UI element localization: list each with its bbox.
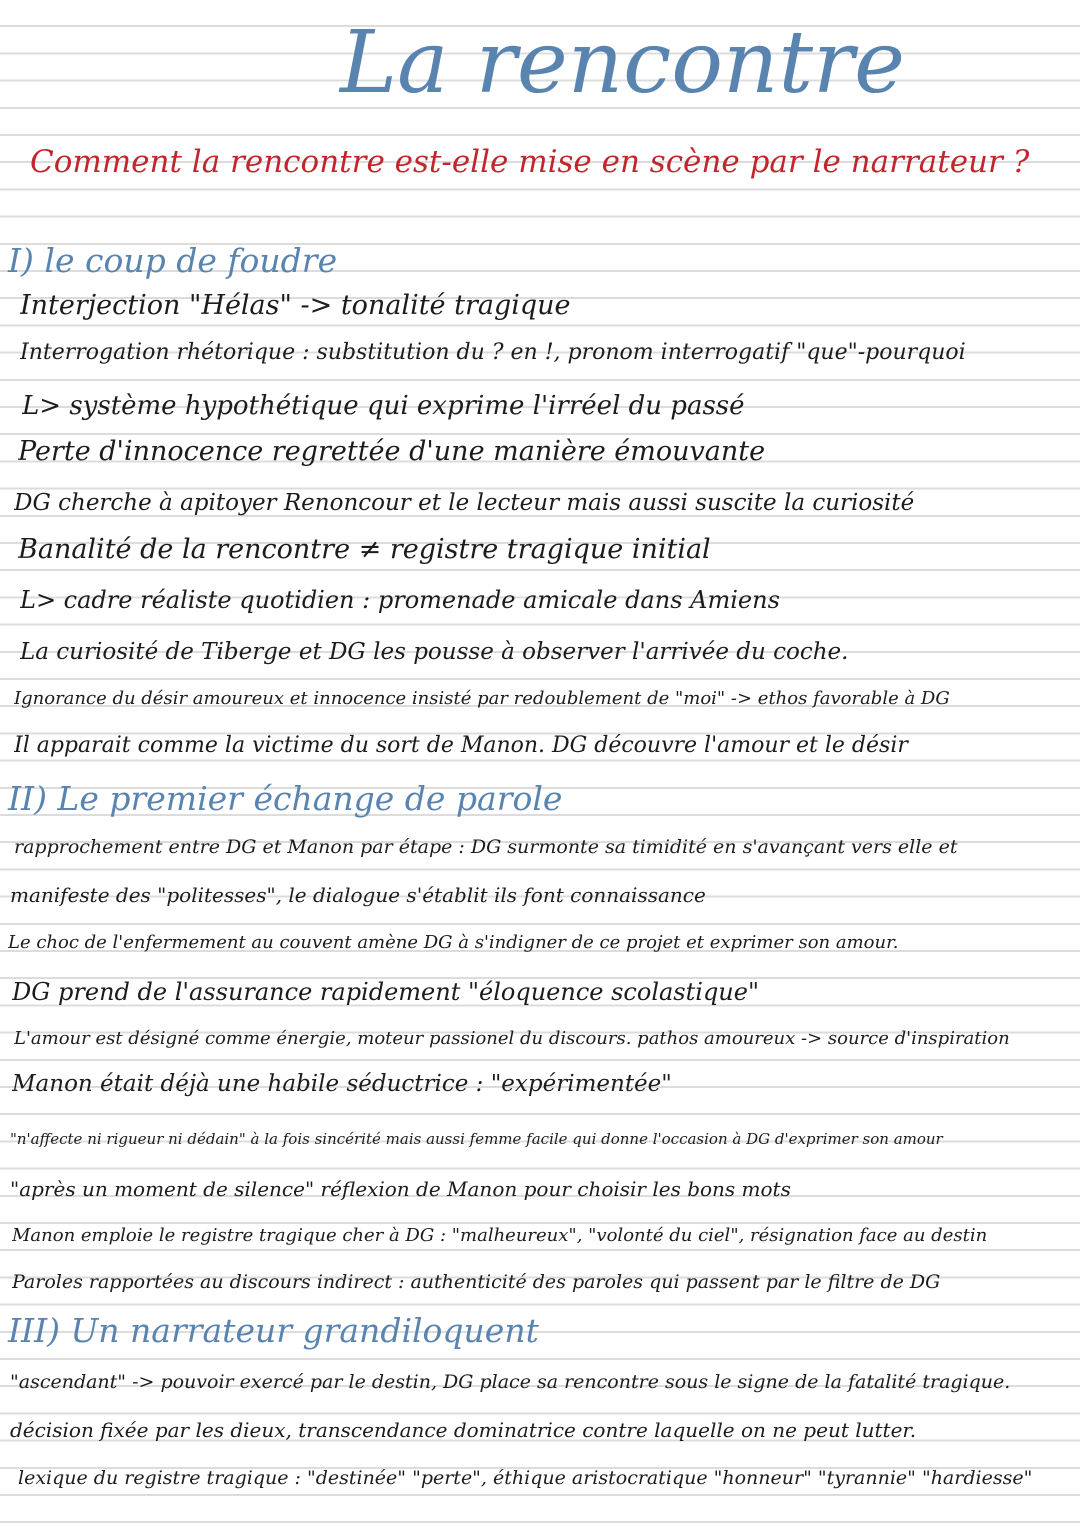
section-1-heading: I) le coup de foudre (8, 241, 338, 280)
section-3-line-1: "ascendant" -> pouvoir exercé par le destin, DG place sa rencontre sous le signe de la fatalité tragique. (10, 1371, 1011, 1393)
section-1-line-10: Il apparait comme la victime du sort de Manon. DG découvre l'amour et le désir (14, 733, 908, 758)
section-1-line-5: DG cherche à apitoyer Renoncour et le lecteur mais aussi suscite la curiosité (14, 490, 915, 516)
section-2-line-1: rapprochement entre DG et Manon par étape : DG surmonte sa timidité en s'avançant vers elle et (14, 836, 958, 858)
section-1-line-2: Interrogation rhétorique : substitution du ? en !, pronom interrogatif "que"-pourquoi (20, 340, 966, 365)
section-1-line-3: L> système hypothétique qui exprime l'irréel du passé (22, 391, 745, 421)
section-3-line-3: lexique du registre tragique : "destinée" "perte", éthique aristocratique "honneur" "tyrannie" "hardiesse" (18, 1467, 1033, 1489)
section-1-line-7: L> cadre réaliste quotidien : promenade amicale dans Amiens (20, 586, 780, 614)
section-1-line-1: Interjection "Hélas" -> tonalité tragique (20, 290, 571, 321)
section-2-heading: II) Le premier échange de parole (8, 779, 563, 818)
section-1-line-4: Perte d'innocence regrettée d'une manière émouvante (18, 436, 766, 467)
section-1-line-9: Ignorance du désir amoureux et innocence insisté par redoublement de "moi" -> ethos favorable à DG (14, 688, 950, 709)
section-3-heading: III) Un narrateur grandiloquent (8, 1311, 539, 1350)
section-1-line-6: Banalité de la rencontre ≠ registre tragique initial (18, 534, 711, 565)
section-2-line-2: manifeste des "politesses", le dialogue s'établit ils font connaissance (10, 883, 706, 907)
section-2-line-9: Manon emploie le registre tragique cher à DG : "malheureux", "volonté du ciel", résignation face au destin (12, 1225, 988, 1246)
section-2-line-5: L'amour est désigné comme énergie, moteur passionel du discours. pathos amoureux -> source d'inspiration (14, 1028, 1010, 1049)
page-title: La rencontre (340, 13, 906, 113)
section-1-line-8: La curiosité de Tiberge et DG les pousse à observer l'arrivée du coche. (20, 639, 849, 665)
problematique-question: Comment la rencontre est-elle mise en scène par le narrateur ? (30, 144, 1030, 180)
section-2-line-8: "après un moment de silence" réflexion de Manon pour choisir les bons mots (10, 1177, 791, 1201)
section-3-line-2: décision fixée par les dieux, transcendance dominatrice contre laquelle on ne peut lutter. (10, 1418, 917, 1442)
section-2-line-7: "n'affecte ni rigueur ni dédain" à la fois sincérité mais aussi femme facile qui donne l'occasion à DG d'exprimer son amour (10, 1130, 943, 1148)
section-2-line-4: DG prend de l'assurance rapidement "éloquence scolastique" (12, 978, 759, 1006)
section-2-line-3: Le choc de l'enfermement au couvent amène DG à s'indigner de ce projet et exprimer son amour. (8, 932, 899, 953)
section-2-line-6: Manon était déjà une habile séductrice : "expérimentée" (12, 1071, 672, 1097)
section-2-line-10: Paroles rapportées au discours indirect : authenticité des paroles qui passent par le filtre de DG (12, 1271, 941, 1293)
